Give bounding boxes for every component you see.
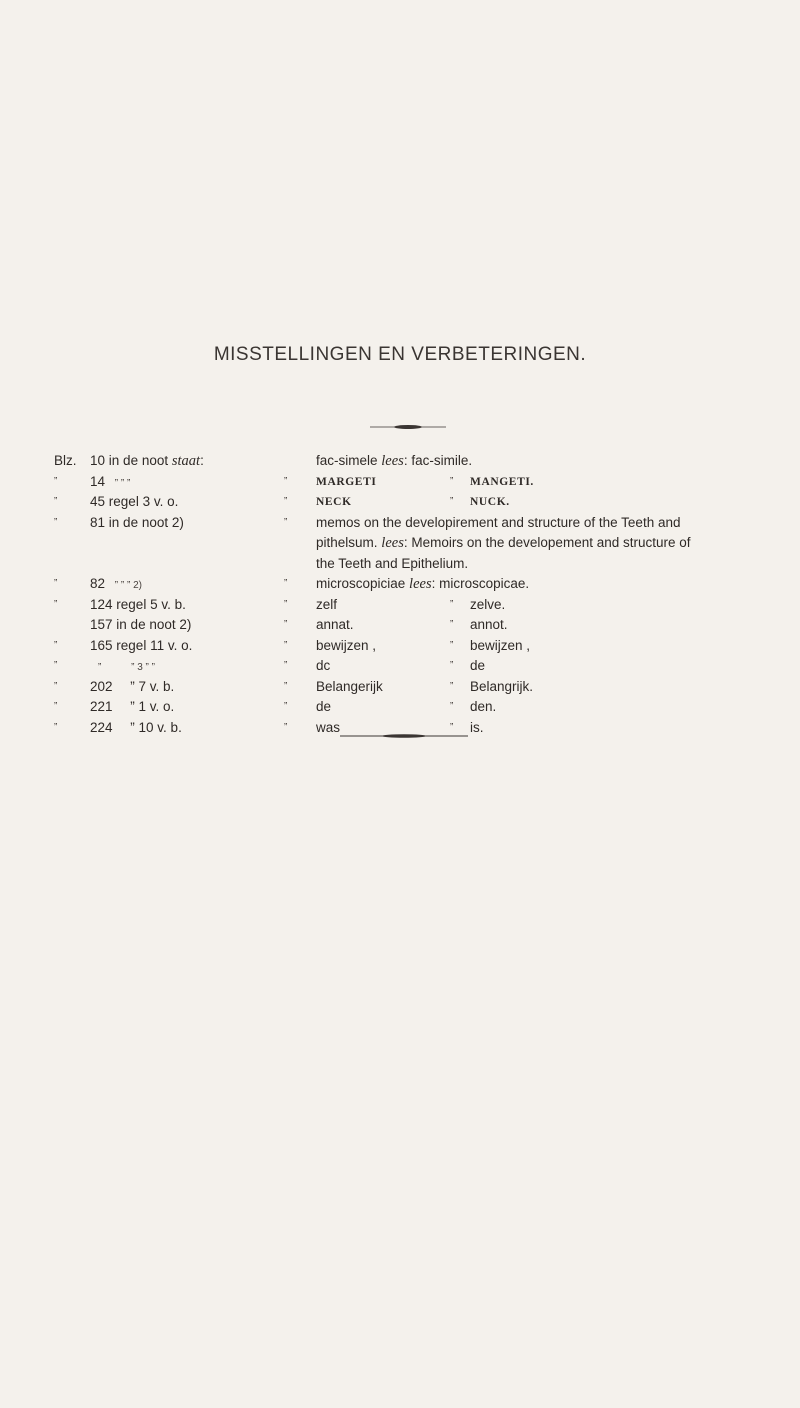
location: regel 3 v. o. [108,494,179,509]
location: regel 5 v. b. [116,596,186,612]
page-number: 45 [90,494,106,509]
errata-row [54,492,780,513]
ditto-mark: ” [54,701,58,712]
wrong-value: microscopiciae [316,576,406,591]
entry-reference [90,677,290,698]
page-number: 202 [90,678,113,694]
errata-row [54,677,780,698]
ditto-mark: ” [284,721,288,733]
entry-reference: 10 in de noot staat: [90,453,204,469]
entry-reference [90,718,290,739]
ditto-mark: ” [284,516,288,528]
entry-reference [90,636,290,657]
ditto-mark: ” [284,475,288,487]
location: ” 1 v. o. [130,699,175,714]
correct-value: NUCK. [470,496,510,508]
closing-ornament-rule [340,733,468,739]
title-ornament-rule [370,424,446,430]
page-number: 14 [90,473,106,489]
correct-value: bewijzen , [470,637,531,653]
wrong-value: dc [316,658,331,673]
ditto-mark: ” [450,598,454,610]
ditto-mark: ” [450,680,454,692]
wrong-value: bewijzen , [316,637,377,653]
ditto-mark: ” [54,496,58,507]
lees-label: lees [381,535,404,551]
location: in de noot 2) [116,617,192,632]
page-number: 165 [90,637,113,653]
page-number: 124 [90,596,113,612]
correct-value: the Teeth and Epithelium. [316,555,469,571]
wrong-value: de [316,699,332,714]
entry-reference [90,492,290,513]
errata-row [54,615,780,636]
lees-label: lees [381,453,404,469]
correct-value: de [470,658,486,673]
errata-row [54,636,780,657]
ditto-mark: ” [54,578,58,589]
errata-row [54,574,780,595]
correct-value: annot. [470,617,508,632]
correct-value: den. [470,699,497,714]
ditto-mark: ” [54,475,58,487]
ditto-mark: ” [284,680,288,692]
wrong-value: memos on the developirement and structure of the Teeth and [316,514,681,530]
entry-reference [90,574,290,597]
wrong-text: fac-simele lees: fac-simile. [316,453,473,469]
errata-row-continuation [54,554,780,575]
wrong-value: Belangerijk [316,678,383,694]
location: ” ” ” 2) [114,580,143,591]
correct-value: zelve. [470,596,506,612]
page-number: 82 [90,576,106,591]
page-number: 224 [90,719,113,735]
ditto-mark: ” [450,660,454,671]
wrong-value: pithelsum. [316,535,378,550]
page-number: 10 [90,453,106,468]
ditto-mark: ” [450,639,454,651]
ditto-mark: ” [284,639,288,651]
errata-row [54,451,780,472]
ditto-mark: ” [284,701,288,712]
wrong-value: zelf [316,596,338,612]
ditto-mark: ” [450,496,454,507]
ditto-mark: ” [284,619,288,630]
wrong-text: microscopiciae lees: microscopicae. [316,576,530,592]
errata-row [54,513,780,534]
staat-label: staat [171,453,201,469]
blz-label: Blz. [54,453,77,468]
location: in de noot [108,453,169,468]
ditto-mark: ” [450,619,454,630]
ditto-mark: ” [54,598,58,610]
ditto-mark: ” [284,598,288,610]
ditto-mark: ” [450,701,454,712]
errata-list [54,451,780,738]
location: ” ” ” [114,477,131,489]
location: ” 7 v. b. [130,678,175,694]
ditto-mark: ” [284,660,288,671]
correct-value: microscopicae. [439,576,530,591]
ditto-mark: ” [284,496,288,507]
page-title: MISSTELLINGEN EN VERBETERINGEN. [213,344,587,365]
entry-reference [90,513,290,534]
location: ” 10 v. b. [130,719,182,735]
entry-reference [90,615,290,636]
errata-row [54,656,780,677]
entry-reference [90,656,290,679]
location: regel 11 v. o. [116,637,193,653]
wrong-value: MARGETI [316,475,377,488]
ditto-mark: ” [450,721,454,733]
errata-row-continuation [54,533,780,554]
errata-row [54,595,780,616]
correct-value: Belangrijk. [470,678,534,694]
ditto-mark: ” [284,578,288,589]
lees-label: lees [409,576,432,592]
ditto-mark: ” [54,721,58,733]
wrong-value: NECK [316,496,352,508]
page-number: 221 [90,699,113,714]
wrong-value: fac-simele [316,453,378,468]
ditto-mark: ” [54,680,58,692]
location: in de noot 2) [108,514,184,530]
location: ” 3 ” ” [131,662,155,673]
correct-value: MANGETI. [470,475,534,488]
correct-value: fac-simile. [411,453,473,468]
ditto-mark: ” [54,660,58,671]
entry-reference [90,472,290,495]
correct-value: is. [470,719,484,735]
ditto-mark: ” [54,516,58,528]
page-number: ” [98,662,102,673]
page-number: 81 [90,514,106,530]
errata-row [54,472,780,493]
entry-reference [90,595,290,616]
ditto-mark: ” [450,475,454,487]
wrong-value: was [316,719,341,735]
errata-row [54,697,780,718]
correct-value: Memoirs on the developement and structure of [411,535,691,550]
wrong-continuation: pithelsum. lees: Memoirs on the developement and structure of [316,535,691,551]
page-number: 157 [90,617,113,632]
ditto-mark: ” [54,639,58,651]
wrong-value: annat. [316,617,354,632]
entry-reference [90,697,290,718]
